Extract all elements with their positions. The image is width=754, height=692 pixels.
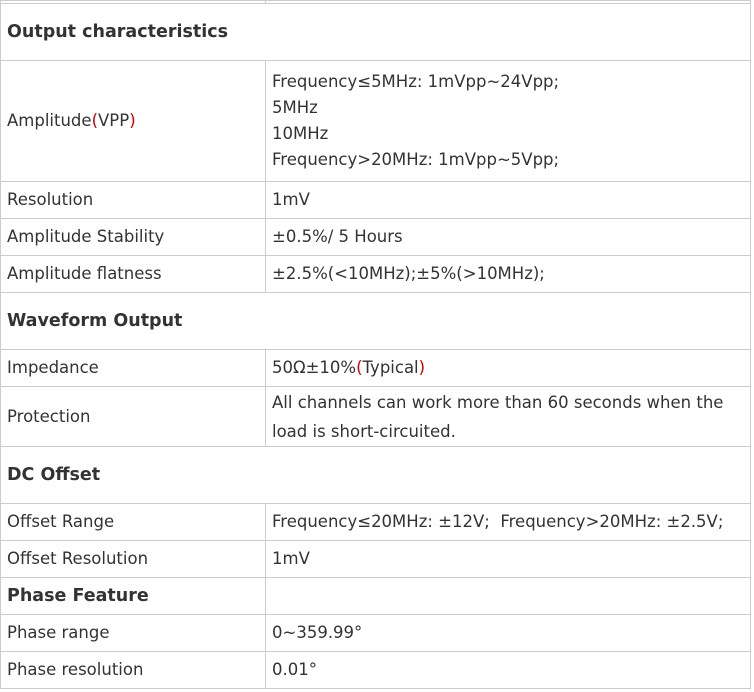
row-label: Protection <box>1 387 266 447</box>
table-row-impedance <box>1 350 751 387</box>
empty-cell <box>266 578 751 615</box>
row-value: Frequency≤20MHz: ±12V; Frequency>20MHz: ±2.5V; <box>266 504 751 541</box>
section-heading: Phase Feature <box>1 578 266 615</box>
row-label: Offset Resolution <box>1 541 266 578</box>
unit-label: VPP <box>98 111 130 130</box>
section-heading: DC Offset <box>1 447 751 504</box>
table-row-amplitude <box>1 61 751 182</box>
table-row-offset-range <box>1 504 751 541</box>
row-value: ±2.5%(<10MHz);±5%(>10MHz); <box>266 256 751 293</box>
row-value: All channels can work more than 60 seconds when the load is short-circuited. <box>266 387 751 447</box>
row-label: Phase resolution <box>1 652 266 689</box>
table-row-phase-resolution <box>1 652 751 689</box>
impedance-value: 50Ω±10% <box>272 358 357 377</box>
amplitude-line: 10MHz <box>272 124 329 143</box>
row-label: Amplitude flatness <box>1 256 266 293</box>
row-label: Amplitude Stability <box>1 219 266 256</box>
table-row-amplitude-flatness <box>1 256 751 293</box>
section-waveform-output <box>1 293 751 350</box>
row-label: Impedance <box>1 350 266 387</box>
close-paren: ) <box>418 358 426 377</box>
amplitude-label: Amplitude <box>7 111 92 130</box>
section-dc-offset <box>1 447 751 504</box>
amplitude-line: 5MHz <box>272 98 318 117</box>
row-value: 1mV <box>266 182 751 219</box>
row-label: Offset Range <box>1 504 266 541</box>
open-paren: ( <box>356 358 363 377</box>
amplitude-line: Frequency≤5MHz: 1mVpp~24Vpp; <box>272 72 560 91</box>
section-heading: Output characteristics <box>1 4 751 61</box>
table-row-offset-resolution <box>1 541 751 578</box>
row-value: ±0.5%/ 5 Hours <box>266 219 751 256</box>
row-value: 1mV <box>266 541 751 578</box>
row-label: Resolution <box>1 182 266 219</box>
table-row-amplitude-stability <box>1 219 751 256</box>
row-value: 0~359.99° <box>266 615 751 652</box>
section-heading: Waveform Output <box>1 293 751 350</box>
table-row-phase-range <box>1 615 751 652</box>
row-label <box>1 61 266 182</box>
impedance-note: Typical <box>362 358 419 377</box>
row-label: Phase range <box>1 615 266 652</box>
amplitude-line: Frequency>20MHz: 1mVpp~5Vpp; <box>272 150 560 169</box>
section-phase-feature <box>1 578 751 615</box>
row-value: 0.01° <box>266 652 751 689</box>
table-row-resolution <box>1 182 751 219</box>
table-row-protection <box>1 387 751 447</box>
open-paren: ( <box>91 111 98 130</box>
row-value <box>266 350 751 387</box>
close-paren: ) <box>129 111 136 130</box>
section-output-characteristics <box>1 4 751 61</box>
row-value <box>266 61 751 182</box>
